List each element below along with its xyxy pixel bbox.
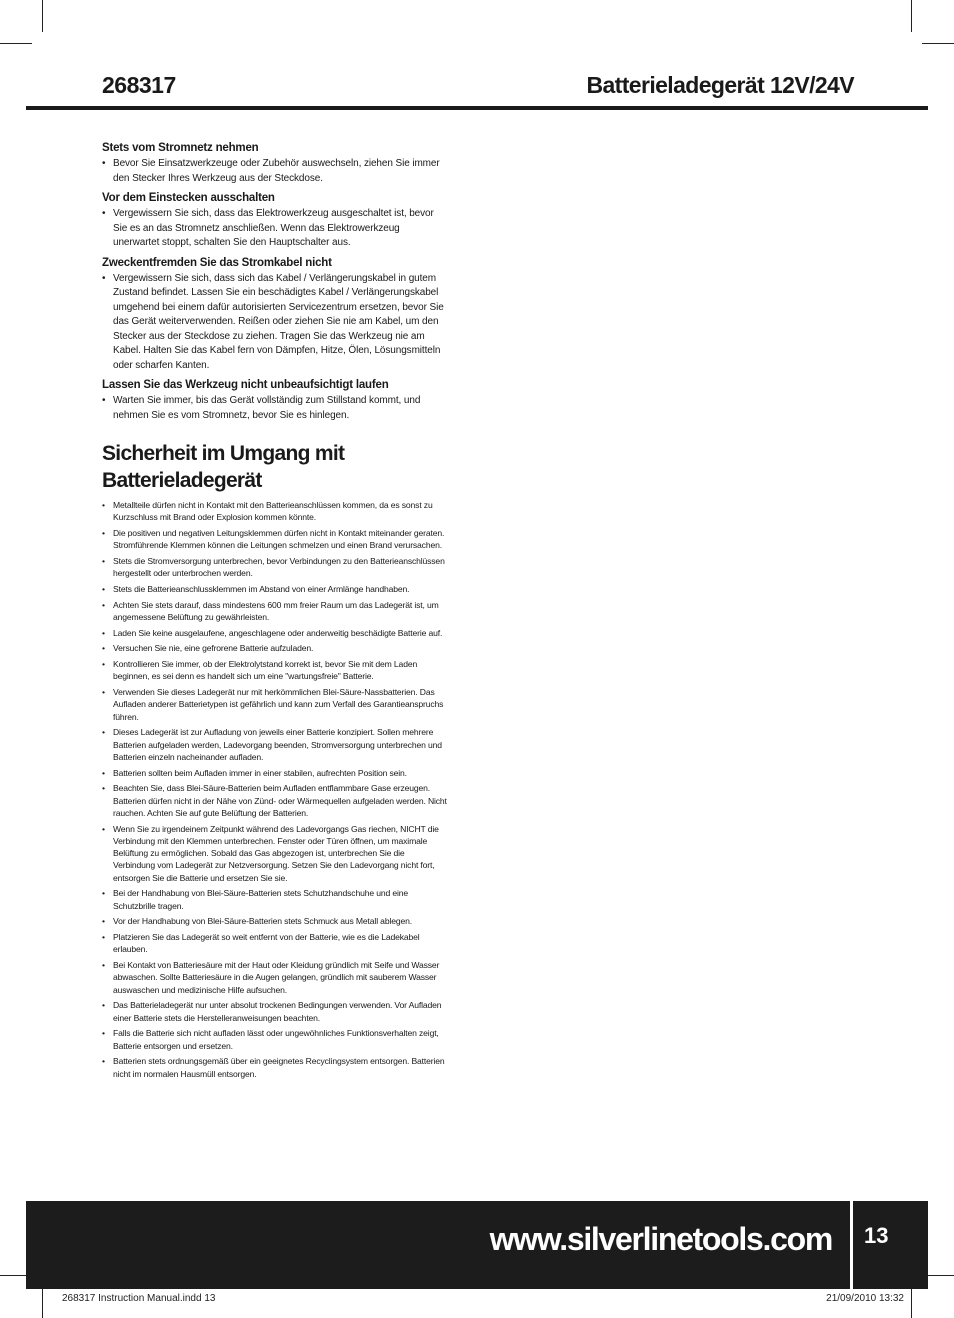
list-item: • Beachten Sie, dass Blei-Säure-Batterien beim Aufladen entflammbare Gase erzeugen. Batterien dürfen nicht in der Nähe von Zünd- oder Wärmequellen aufgeladen werden. Nicht rauchen. Achten Sie auf gute Belüftung der Batterien. [102,782,447,819]
list-item: • Kontrollieren Sie immer, ob der Elektrolytstand korrekt ist, bevor Sie mit dem Laden beginnen, es sei denn es handelt sich um eine "wartungsfreie" Batterie. [102,658,447,683]
safety-list [102,499,447,1080]
crop-mark [42,0,43,32]
print-slug-file: 268317 Instruction Manual.indd 13 [62,1293,216,1304]
section-heading: Lassen Sie das Werkzeug nicht unbeaufsichtigt laufen [102,379,389,391]
list-item: • Vor der Handhabung von Blei-Säure-Batterien stets Schmuck aus Metall ablegen. [102,915,447,927]
section-unattended [102,378,447,423]
main-content [102,141,447,1083]
list-item: • Versuchen Sie nie, eine gefrorene Batterie aufzuladen. [102,642,447,654]
crop-mark [0,43,32,44]
list-item: • Bevor Sie Einsatzwerkzeuge oder Zubehör auswechseln, ziehen Sie immer den Stecker Ihres Werkzeug aus der Steckdose. [102,157,447,186]
safety-heading [102,440,447,494]
list-item: • Die positiven und negativen Leitungsklemmen dürfen nicht in Kontakt miteinander geraten. Stromführende Klemmen können die Leitungen schmelzen und einen Brand verursachen. [102,527,447,552]
list-item: • Falls die Batterie sich nicht aufladen lässt oder ungewöhnliches Funktionsverhalten zeigt, Batterie entsorgen und ersetzen. [102,1027,447,1052]
safety-heading-line: Batterieladegerät [102,469,262,492]
safety-heading-line: Sicherheit im Umgang mit [102,442,345,465]
product-code: 268317 [102,72,176,98]
page-header [26,62,928,110]
list-item: • Das Batterieladegerät nur unter absolut trockenen Bedingungen verwenden. Vor Aufladen einer Batterie stets die Herstelleranweisungen beachten. [102,999,447,1024]
footer-divider [850,1201,853,1289]
section-switch-off [102,191,447,251]
list-item: • Dieses Ladegerät ist zur Aufladung von jeweils einer Batterie konzipiert. Sollen mehrere Batterien aufgeladen werden, Ladevorgang beenden, Stromversorgung unterbrechen und Batterien einzeln nacheinander aufladen. [102,726,447,763]
list-item: • Warten Sie immer, bis das Gerät vollständig zum Stillstand kommt, und nehmen Sie es vom Stromnetz, bevor Sie es hinlegen. [102,394,447,423]
header-rule [26,106,928,110]
list-item: • Verwenden Sie dieses Ladegerät nur mit herkömmlichen Blei-Säure-Nassbatterien. Das Aufladen anderer Batterietypen ist gefährlich und kann zum Verfall des Garantieanspruchs führen. [102,686,447,723]
list-item: • Batterien sollten beim Aufladen immer in einer stabilen, aufrechten Position sein. [102,767,447,779]
list-item: • Vergewissern Sie sich, dass sich das Kabel / Verlängerungskabel in gutem Zustand befindet. Lassen Sie ein beschädigtes Kabel / Verlängerungskabel umgehend bei einem dafür autorisierten Servicezentrum ersetzen, bevor Sie das Gerät weiterverwenden. Reißen oder ziehen Sie nie am Kabel, um den Stecker aus der Steckdose zu ziehen. Tragen Sie das Werkzeug nie am Kabel. Halten Sie das Kabel fern von Dämpfen, Hitze, Ölen, Lösungsmitteln oder scharfen Kanten. [102,272,447,374]
list-item: • Stets die Stromversorgung unterbrechen, bevor Verbindungen zu den Batterieanschlüssen hergestellt oder unterbrochen werden. [102,555,447,580]
page-footer [26,1201,928,1289]
list-item: • Achten Sie stets darauf, dass mindestens 600 mm freier Raum um das Ladegerät ist, um angemessene Belüftung zu gewährleisten. [102,599,447,624]
list-item: • Stets die Batterieanschlussklemmen im Abstand von einer Armlänge handhaben. [102,583,447,595]
crop-mark [911,1286,912,1318]
website-link[interactable]: www.silverlinetools.com [489,1221,832,1257]
list-item: • Metallteile dürfen nicht in Kontakt mit den Batterieanschlüssen kommen, da es sonst zu Kurzschluss mit Brand oder Explosion kommen könnte. [102,499,447,524]
list-item: • Bei Kontakt von Batteriesäure mit der Haut oder Kleidung gründlich mit Seife und Wasser abwaschen. Sollte Batteriesäure in die Augen gelangen, gründlich mit sauberem Wasser auswaschen und medizinische Hilfe aufsuchen. [102,959,447,996]
list-item: • Vergewissern Sie sich, dass das Elektrowerkzeug ausgeschaltet ist, bevor Sie es an das Stromnetz anschließen. Wenn das Elektrowerkzeug unerwartet stoppt, schalten Sie den Hauptschalter aus. [102,207,447,251]
section-heading: Zweckentfremden Sie das Stromkabel nicht [102,256,332,269]
crop-mark [911,0,912,32]
list-item: • Laden Sie keine ausgelaufene, angeschlagene oder anderweitig beschädigte Batterie auf. [102,627,447,639]
section-heading: Vor dem Einstecken ausschalten [102,192,275,204]
list-item: • Platzieren Sie das Ladegerät so weit entfernt von der Batterie, wie es die Ladekabel erlauben. [102,931,447,956]
print-slug-date: 21/09/2010 13:32 [826,1293,904,1304]
list-item: • Bei der Handhabung von Blei-Säure-Batterien stets Schutzhandschuhe und eine Schutzbrille tragen. [102,887,447,912]
page-number: 13 [864,1223,889,1248]
section-unplug [102,141,447,186]
list-item: • Wenn Sie zu irgendeinem Zeitpunkt während des Ladevorgangs Gas riechen, NICHT die Verbindung mit den Klemmen unterbrechen. Fenster oder Türen öffnen, um maximale Belüftung zu ermöglichen. Sobald das Gas abgezogen ist, unterbrechen Sie die Verbindung vom Ladegerät zur Netzversorgung. Setzen Sie den Ladevorgang nicht fort, entsorgen Sie die Batterie und ersetzen Sie sie. [102,823,447,884]
crop-mark [42,1286,43,1318]
section-cable [102,256,447,374]
page-title: Batterieladegerät 12V/24V [586,72,854,98]
crop-mark [922,43,954,44]
list-item: • Batterien stets ordnungsgemäß über ein geeignetes Recyclingsystem entsorgen. Batterien nicht im normalen Hausmüll entsorgen. [102,1055,447,1080]
section-heading: Stets vom Stromnetz nehmen [102,142,259,154]
